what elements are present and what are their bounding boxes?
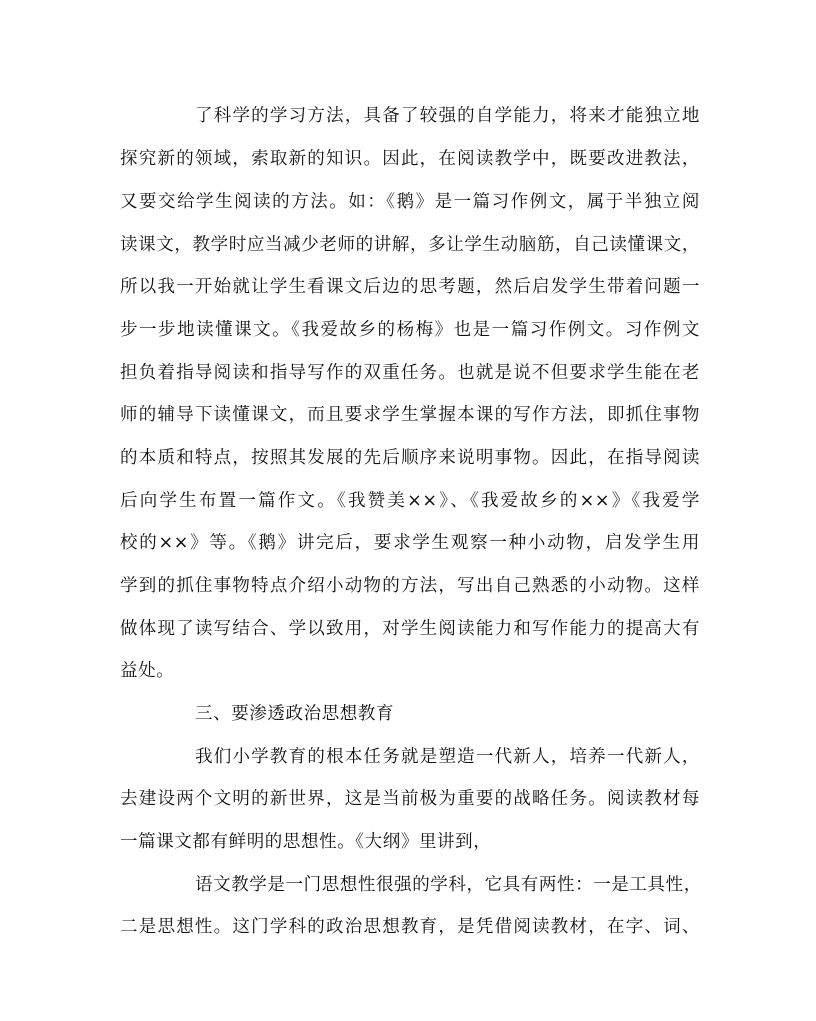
section-heading: 三、要渗透政治思想教育	[195, 704, 395, 724]
text-line: 学到的抓住事物特点介绍小动物的方法，写出自己熟悉的小动物。这样	[120, 576, 700, 596]
text-line: 一篇课文都有鲜明的思想性。《大纲》里讲到，	[120, 832, 492, 852]
text-line: 又要交给学生阅读的方法。如：《鹅》是一篇习作例文，属于半独立阅	[120, 192, 700, 212]
text-line: 做体现了读写结合、学以致用，对学生阅读能力和写作能力的提高大有	[120, 619, 700, 639]
text-line: 二是思想性。这门学科的政治思想教育，是凭借阅读教材，在字、词、	[120, 917, 700, 937]
text-line: 后向学生布置一篇作文。《我赞美××》、《我爱故乡的××》《我爱学	[120, 491, 700, 511]
text-line: 我们小学教育的根本任务就是塑造一代新人，培养一代新人，	[195, 747, 700, 767]
text-line: 益处。	[120, 661, 175, 681]
text-line: 了科学的学习方法，具备了较强的自学能力，将来才能独立地	[195, 106, 700, 126]
text-line: 所以我一开始就让学生看课文后边的思考题，然后启发学生带着问题一	[120, 277, 700, 297]
text-line: 读课文，教学时应当减少老师的讲解，多让学生动脑筋，自己读懂课文，	[120, 235, 700, 255]
text-line: 的本质和特点，按照其发展的先后顺序来说明事物。因此，在指导阅读	[120, 448, 700, 468]
text-line: 担负着指导阅读和指导写作的双重任务。也就是说不但要求学生能在老	[120, 363, 700, 383]
text-line: 师的辅导下读懂课文，而且要求学生掌握本课的写作方法，即抓住事物	[120, 405, 700, 425]
text-line: 步一步地读懂课文。《我爱故乡的杨梅》也是一篇习作例文。习作例文	[120, 320, 700, 340]
text-line: 语文教学是一门思想性很强的学科，它具有两性：一是工具性，	[195, 875, 702, 895]
text-line: 探究新的领域，索取新的知识。因此，在阅读教学中，既要改进教法，	[120, 149, 700, 169]
text-line: 去建设两个文明的新世界，这是当前极为重要的战略任务。阅读教材每	[120, 789, 700, 809]
text-line: 校的××》等。《鹅》讲完后，要求学生观察一种小动物，启发学生用	[120, 533, 700, 553]
